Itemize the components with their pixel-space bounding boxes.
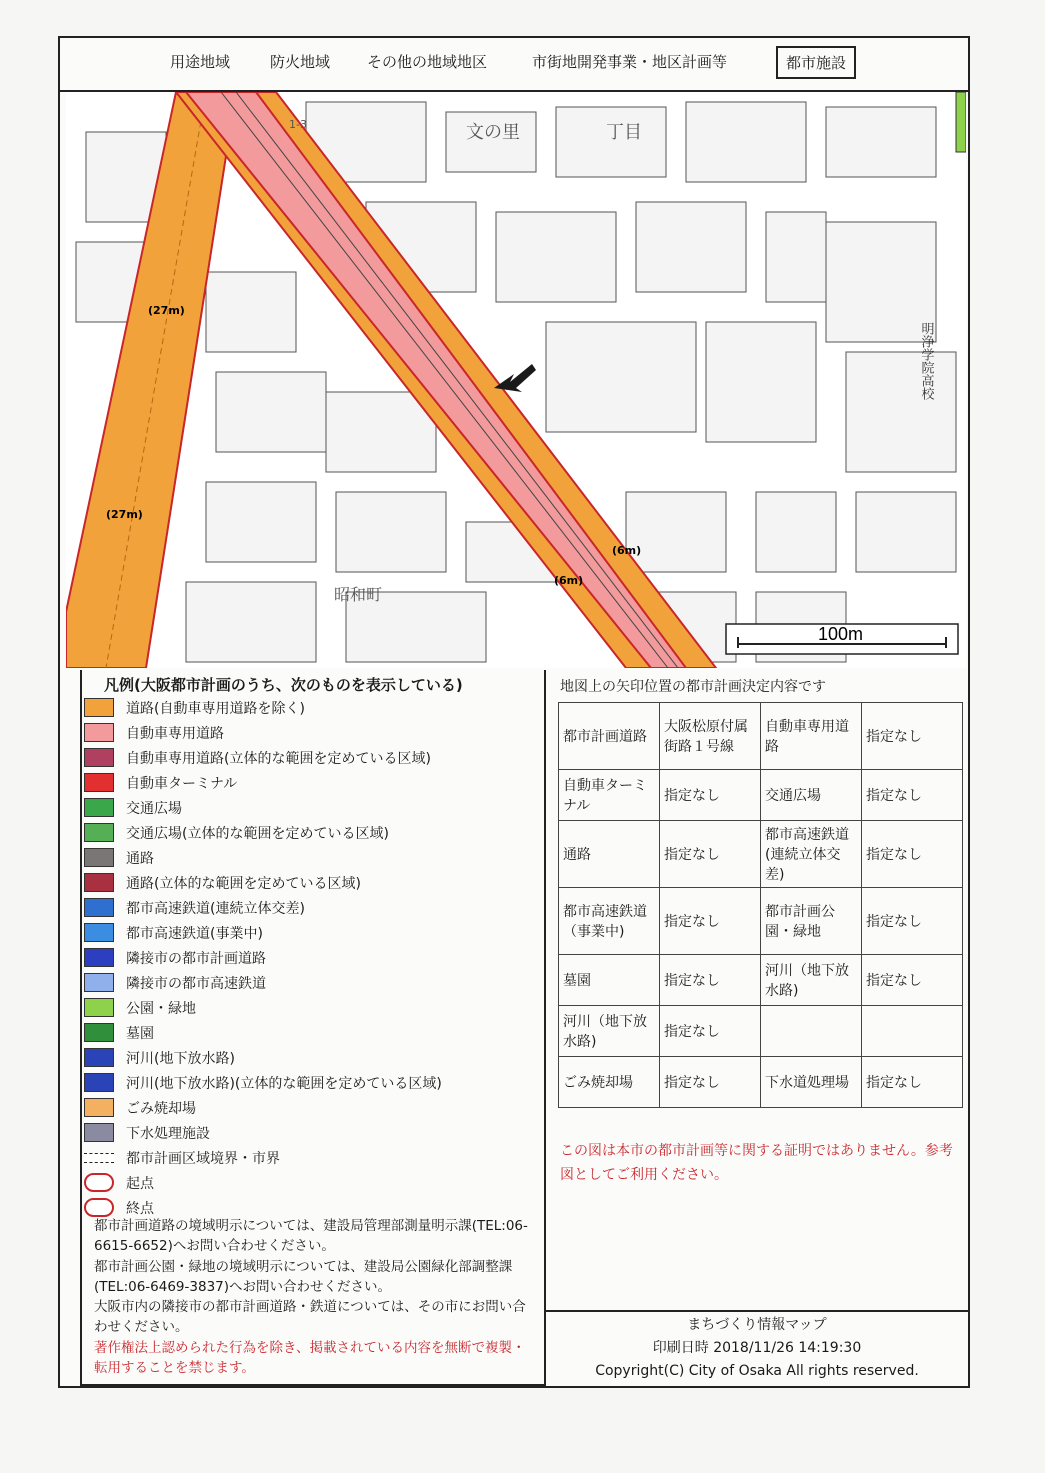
legend-label: 下水処理施設 <box>126 1125 210 1142</box>
legend-item <box>84 870 544 895</box>
item-name-cell: 墓園 <box>559 955 660 1006</box>
legend-swatch <box>84 698 114 717</box>
place-label: 文の里 <box>466 122 520 143</box>
legend-label: 道路(自動車専用道路を除く) <box>126 700 305 717</box>
legend-label: 終点 <box>126 1200 154 1217</box>
item-name-cell: 河川（地下放水路) <box>761 955 862 1006</box>
table-row <box>559 1057 963 1108</box>
item-value-cell: 指定なし <box>660 955 761 1006</box>
legend-item <box>84 920 544 945</box>
table-row <box>559 888 963 955</box>
item-name-cell: 河川（地下放水路) <box>559 1006 660 1057</box>
table-row <box>559 703 963 770</box>
item-value-cell: 大阪松原付属街路１号線 <box>660 703 761 770</box>
legend-label: 起点 <box>126 1175 154 1192</box>
legend-item <box>84 1170 544 1195</box>
legend-swatch <box>84 998 114 1017</box>
item-value-cell: 指定なし <box>660 888 761 955</box>
legend-swatch <box>84 898 114 917</box>
item-name-cell <box>761 1006 862 1057</box>
item-name-cell: ごみ焼却場 <box>559 1057 660 1108</box>
legend-item <box>84 1070 544 1095</box>
item-value-cell: 指定なし <box>660 1057 761 1108</box>
legend-swatch <box>84 873 114 892</box>
tab-use-zone[interactable]: 用途地域 <box>170 53 231 71</box>
legend-item <box>84 1095 544 1120</box>
decision-table <box>558 702 963 1108</box>
legend-label: 自動車専用道路(立体的な範囲を定めている区域) <box>126 750 431 767</box>
legend-swatch <box>84 1048 114 1067</box>
item-name-cell: 都市計画公園・緑地 <box>761 888 862 955</box>
note-copyright: 著作権法上認められた行為を除き、掲載されている内容を無断で複製・転用することを禁じます。 <box>94 1339 526 1376</box>
legend-swatch <box>84 1173 114 1192</box>
legend-swatch <box>84 1123 114 1142</box>
item-value-cell: 指定なし <box>862 821 963 888</box>
legend-list <box>82 695 544 1220</box>
legend-swatch <box>84 723 114 742</box>
legend-label: 都市高速鉄道(事業中) <box>126 925 263 942</box>
legend-swatch <box>84 948 114 967</box>
legend-item <box>84 695 544 720</box>
item-value-cell: 指定なし <box>660 1006 761 1057</box>
legend-item <box>84 1120 544 1145</box>
tab-urban-facilities[interactable]: 都市施設 <box>776 46 856 79</box>
legend-item <box>84 945 544 970</box>
legend-item <box>84 1020 544 1045</box>
disclaimer: この図は本市の都市計画等に関する証明ではありません。参考図としてご利用ください。 <box>560 1143 953 1183</box>
item-value-cell: 指定なし <box>660 770 761 821</box>
place-label: 丁目 <box>606 122 642 143</box>
table-row <box>559 1006 963 1057</box>
place-label: 昭和町 <box>334 585 383 604</box>
note-park: 都市計画公園・緑地の境域明示については、建設局公園緑化部調整課(TEL:06-6469-3837)へお問い合わせください。 <box>94 1258 513 1295</box>
item-value-cell <box>862 1006 963 1057</box>
item-name-cell: 交通広場 <box>761 770 862 821</box>
item-name-cell: 都市高速鉄道(連続立体交差) <box>761 821 862 888</box>
legend-item <box>84 995 544 1020</box>
legend-swatch <box>84 748 114 767</box>
item-value-cell: 指定なし <box>862 1057 963 1108</box>
road-width-label: (6m) <box>612 544 642 557</box>
table-row <box>559 821 963 888</box>
legend-item <box>84 895 544 920</box>
legend-label: 都市計画区域境界・市界 <box>126 1150 280 1167</box>
legend-title: 凡例(大阪都市計画のうち、次のものを表示している) <box>104 676 463 694</box>
item-name-cell: 自動車専用道路 <box>761 703 862 770</box>
legend-label: 河川(地下放水路) <box>126 1050 235 1067</box>
table-row <box>559 770 963 821</box>
legend-swatch <box>84 1198 114 1217</box>
legend-notes <box>94 1216 534 1378</box>
legend-label: 隣接市の都市高速鉄道 <box>126 975 266 992</box>
copyright: Copyright(C) City of Osaka All rights reserved. <box>595 1363 919 1380</box>
place-label: 1-3 <box>289 118 307 131</box>
legend-item <box>84 970 544 995</box>
item-name-cell: 自動車ターミナル <box>559 770 660 821</box>
footer <box>546 1310 968 1386</box>
legend-label: 河川(地下放水路)(立体的な範囲を定めている区域) <box>126 1075 442 1092</box>
info-panel <box>546 670 968 1310</box>
footer-title: まちづくり情報マップ <box>687 1317 827 1333</box>
school-label: 明浄学院高校 <box>918 322 934 400</box>
legend-label: ごみ焼却場 <box>126 1100 196 1117</box>
legend-label: 通路 <box>126 850 154 867</box>
legend-label: 通路(立体的な範囲を定めている区域) <box>126 875 361 892</box>
item-value-cell: 指定なし <box>862 703 963 770</box>
city-map[interactable] <box>66 92 966 668</box>
tab-other-districts[interactable]: その他の地域地区 <box>367 53 488 71</box>
legend-swatch <box>84 1153 114 1163</box>
legend-label: 公園・緑地 <box>126 1000 196 1017</box>
map-sheet <box>58 36 970 1388</box>
legend-label: 墓園 <box>126 1025 154 1042</box>
item-name-cell: 通路 <box>559 821 660 888</box>
road-width-label: (6m) <box>554 574 584 587</box>
table-row <box>559 955 963 1006</box>
legend-label: 自動車ターミナル <box>126 775 238 792</box>
legend <box>80 670 546 1386</box>
legend-label: 自動車専用道路 <box>126 725 224 742</box>
note-neighbor: 大阪市内の隣接市の都市計画道路・鉄道については、その市にお問い合わせください。 <box>94 1299 526 1336</box>
map-canvas <box>66 92 966 668</box>
road-width-label: (27m) <box>106 508 143 521</box>
legend-swatch <box>84 1023 114 1042</box>
legend-item <box>84 1145 544 1170</box>
legend-swatch <box>84 923 114 942</box>
legend-swatch <box>84 973 114 992</box>
tab-urban-development[interactable]: 市街地開発事業・地区計画等 <box>532 53 728 71</box>
item-value-cell: 指定なし <box>862 888 963 955</box>
legend-item <box>84 845 544 870</box>
legend-label: 交通広場 <box>126 800 182 817</box>
legend-swatch <box>84 1098 114 1117</box>
legend-swatch <box>84 823 114 842</box>
item-value-cell: 指定なし <box>660 821 761 888</box>
legend-item <box>84 770 544 795</box>
item-value-cell: 指定なし <box>862 770 963 821</box>
item-name-cell: 都市高速鉄道（事業中) <box>559 888 660 955</box>
road-width-label: (27m) <box>148 304 185 317</box>
item-value-cell: 指定なし <box>862 955 963 1006</box>
note-road: 都市計画道路の境域明示については、建設局管理部測量明示課(TEL:06-6615-6652)へお問い合わせください。 <box>94 1218 528 1255</box>
legend-item <box>84 820 544 845</box>
legend-swatch <box>84 798 114 817</box>
legend-item <box>84 1045 544 1070</box>
legend-swatch <box>84 1073 114 1092</box>
legend-swatch <box>84 773 114 792</box>
legend-label: 都市高速鉄道(連続立体交差) <box>126 900 305 917</box>
item-name-cell: 都市計画道路 <box>559 703 660 770</box>
item-name-cell: 下水道処理場 <box>761 1057 862 1108</box>
legend-item <box>84 745 544 770</box>
legend-item <box>84 795 544 820</box>
info-title: 地図上の矢印位置の都市計画決定内容です <box>560 679 826 695</box>
legend-label: 隣接市の都市計画道路 <box>126 950 266 967</box>
legend-item <box>84 720 544 745</box>
tab-fire-zone[interactable]: 防火地域 <box>270 53 331 71</box>
scale-label: 100m <box>818 624 864 644</box>
legend-swatch <box>84 848 114 867</box>
category-tabs <box>60 38 968 92</box>
print-date: 印刷日時 2018/11/26 14:19:30 <box>652 1340 862 1357</box>
legend-label: 交通広場(立体的な範囲を定めている区域) <box>126 825 389 842</box>
